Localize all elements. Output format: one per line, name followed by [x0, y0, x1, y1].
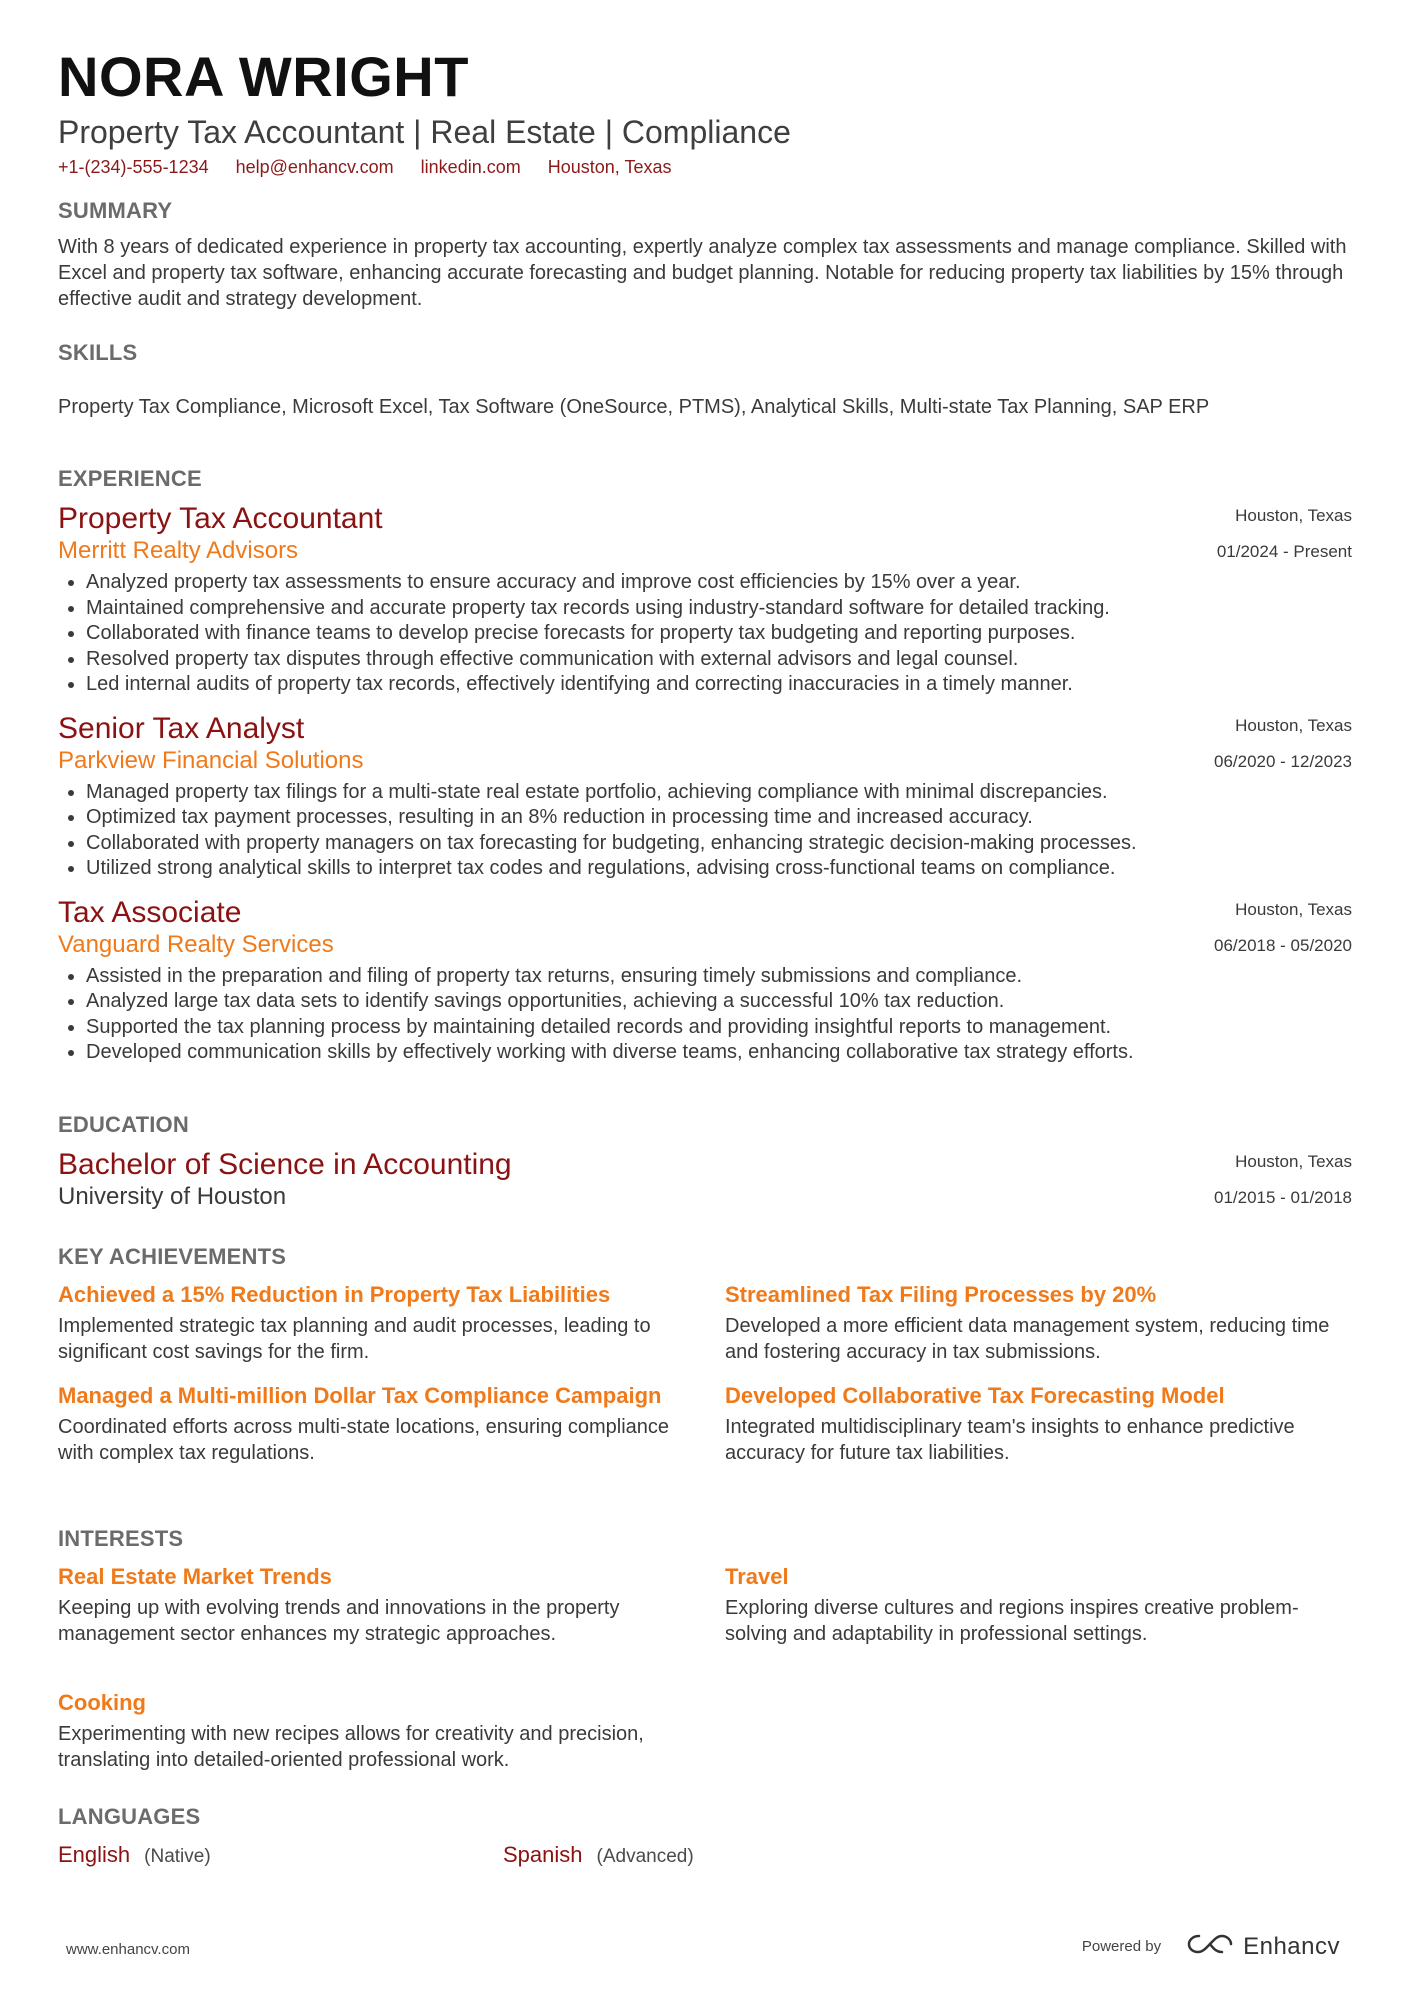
job-entry	[58, 502, 1352, 698]
achievement-title: Developed Collaborative Tax Forecasting Model	[725, 1383, 1225, 1408]
job-title: Property Tax Accountant	[58, 502, 383, 535]
achievement-title: Achieved a 15% Reduction in Property Tax Liabilities	[58, 1282, 611, 1307]
job-bullet: • Developed communication skills by effectively working with diverse teams, enhancing collaborative tax strategy efforts.	[86, 1040, 1352, 1066]
achievement-text: Coordinated efforts across multi-state locations, ensuring compliance with complex tax regulations.	[58, 1416, 670, 1464]
job-location: Houston, Texas	[1235, 899, 1352, 919]
contact-phone[interactable]: +1-(234)-555-1234	[58, 157, 209, 177]
interest-item	[58, 1562, 678, 1647]
job-bullet: • Collaborated with property managers on tax forecasting for budgeting, enhancing strategic decision-making processes.	[86, 831, 1352, 857]
job-bullet: • Assisted in the preparation and filing of property tax returns, ensuring timely submissions and compliance.	[86, 964, 1352, 990]
interest-text: Experimenting with new recipes allows for creativity and precision, translating into detailed-oriented professional work.	[58, 1723, 644, 1771]
achievement-item	[725, 1280, 1345, 1365]
language-level: (Advanced)	[596, 1846, 694, 1867]
achievement-item	[58, 1280, 678, 1365]
interests-section	[58, 1526, 1352, 1776]
interest-item	[725, 1562, 1345, 1647]
interest-text: Keeping up with evolving trends and innovations in the property management sector enhances my strategic approaches.	[58, 1597, 620, 1645]
skills-section	[58, 340, 1352, 420]
candidate-subtitle: Property Tax Accountant | Real Estate | Compliance	[58, 114, 791, 150]
interest-title: Real Estate Market Trends	[58, 1564, 332, 1589]
job-bullet: • Collaborated with finance teams to develop precise forecasts for property tax budgeting and reporting purposes.	[86, 621, 1352, 647]
contact-location: Houston, Texas	[547, 157, 672, 177]
achievement-text: Implemented strategic tax planning and audit processes, leading to significant cost savings for the firm.	[58, 1315, 651, 1363]
summary-section	[58, 198, 1352, 312]
job-dates: 01/2024 - Present	[1216, 542, 1352, 561]
summary-text: With 8 years of dedicated experience in property tax accounting, expertly analyze complex tax assessments and manage compliance. Skilled with Excel and property tax software, enhancing accurate forecasting and budget planning. Notable for reducing property tax liabilities by 15% through effective audit and strategy development.	[58, 236, 1347, 310]
job-bullet: • Utilized strong analytical skills to interpret tax codes and regulations, advising cross-functional teams on compliance.	[86, 856, 1352, 882]
skills-text: Property Tax Compliance, Microsoft Excel, Tax Software (OneSource, PTMS), Analytical Skills, Multi-state Tax Planning, SAP ERP	[58, 396, 1210, 418]
education-entry	[58, 1148, 1352, 1212]
job-bullets	[58, 780, 1352, 882]
interest-title: Travel	[725, 1564, 789, 1589]
experience-section	[58, 466, 1352, 1066]
languages-row	[58, 1842, 1352, 1872]
enhancv-logo-icon	[1187, 1932, 1233, 1961]
footer-website[interactable]: www.enhancv.com	[66, 1941, 190, 1958]
achievements-title: KEY ACHIEVEMENTS	[58, 1244, 287, 1269]
job-bullet: • Optimized tax payment processes, resulting in an 8% reduction in processing time and increased accuracy.	[86, 805, 1352, 831]
resume-header	[58, 45, 1352, 178]
job-entry	[58, 712, 1352, 882]
contact-email[interactable]: help@enhancv.com	[235, 157, 394, 177]
skills-title: SKILLS	[58, 340, 138, 365]
education-location: Houston, Texas	[1235, 1152, 1352, 1171]
job-dates: 06/2020 - 12/2023	[1213, 751, 1352, 771]
interest-text: Exploring diverse cultures and regions inspires creative problem-solving and adaptability in professional settings.	[725, 1597, 1299, 1645]
job-bullets	[58, 964, 1352, 1066]
job-bullet: • Supported the tax planning process by maintaining detailed records and providing insightful reports to management.	[86, 1015, 1352, 1041]
language-level: (Native)	[144, 1846, 211, 1867]
achievement-item	[725, 1381, 1345, 1466]
education-dates: 01/2015 - 01/2018	[1213, 1188, 1352, 1207]
language-item	[58, 1842, 211, 1868]
job-bullet: • Led internal audits of property tax records, effectively identifying and correcting inaccuracies in a timely manner.	[86, 672, 1352, 698]
job-bullet: • Analyzed property tax assessments to ensure accuracy and improve cost efficiencies by 15% over a year.	[86, 570, 1352, 596]
achievement-title: Managed a Multi-million Dollar Tax Compliance Campaign	[58, 1383, 662, 1408]
job-bullets	[58, 570, 1352, 698]
brand-name: Enhancv	[1243, 1932, 1340, 1960]
language-name: English	[58, 1842, 131, 1867]
job-entry	[58, 896, 1352, 1066]
education-title: EDUCATION	[58, 1112, 189, 1137]
contact-linkedin[interactable]: linkedin.com	[420, 157, 521, 177]
job-bullet: • Managed property tax filings for a multi-state real estate portfolio, achieving compliance with minimal discrepancies.	[86, 780, 1352, 806]
job-location: Houston, Texas	[1235, 715, 1352, 735]
achievement-title: Streamlined Tax Filing Processes by 20%	[725, 1282, 1157, 1307]
language-name: Spanish	[503, 1842, 583, 1867]
interests-title: INTERESTS	[58, 1526, 184, 1551]
languages-section	[58, 1804, 1352, 1872]
job-title: Tax Associate	[58, 895, 242, 929]
language-item	[503, 1842, 694, 1868]
job-company: Parkview Financial Solutions	[58, 746, 364, 774]
job-bullet: • Analyzed large tax data sets to identify savings opportunities, achieving a successful 10% tax reduction.	[86, 989, 1352, 1015]
powered-by-label: Powered by	[1081, 1938, 1162, 1955]
achievement-text: Developed a more efficient data management system, reducing time and fostering accuracy in tax submissions.	[725, 1315, 1330, 1363]
contact-line	[58, 157, 1352, 178]
job-bullet: • Maintained comprehensive and accurate property tax records using industry-standard software for detailed tracking.	[86, 596, 1352, 622]
education-school: University of Houston	[58, 1183, 287, 1210]
education-section	[58, 1112, 1352, 1212]
job-bullet: • Resolved property tax disputes through effective communication with external advisors and legal counsel.	[86, 647, 1352, 673]
job-location: Houston, Texas	[1235, 506, 1352, 525]
education-degree: Bachelor of Science in Accounting	[58, 1148, 512, 1181]
languages-title: LANGUAGES	[58, 1804, 201, 1829]
candidate-name: NORA WRIGHT	[58, 45, 469, 108]
achievement-item	[58, 1381, 678, 1466]
footer-branding	[1082, 1932, 1340, 1961]
achievements-section	[58, 1244, 1352, 1494]
job-dates: 06/2018 - 05/2020	[1213, 935, 1352, 955]
summary-title: SUMMARY	[58, 198, 173, 223]
job-company: Merritt Realty Advisors	[58, 537, 299, 564]
interest-item	[58, 1688, 678, 1773]
interest-title: Cooking	[58, 1690, 146, 1715]
job-company: Vanguard Realty Services	[58, 930, 334, 958]
achievement-text: Integrated multidisciplinary team's insights to enhance predictive accuracy for future tax liabilities.	[725, 1416, 1295, 1464]
experience-title: EXPERIENCE	[58, 466, 202, 491]
job-title: Senior Tax Analyst	[58, 711, 305, 745]
